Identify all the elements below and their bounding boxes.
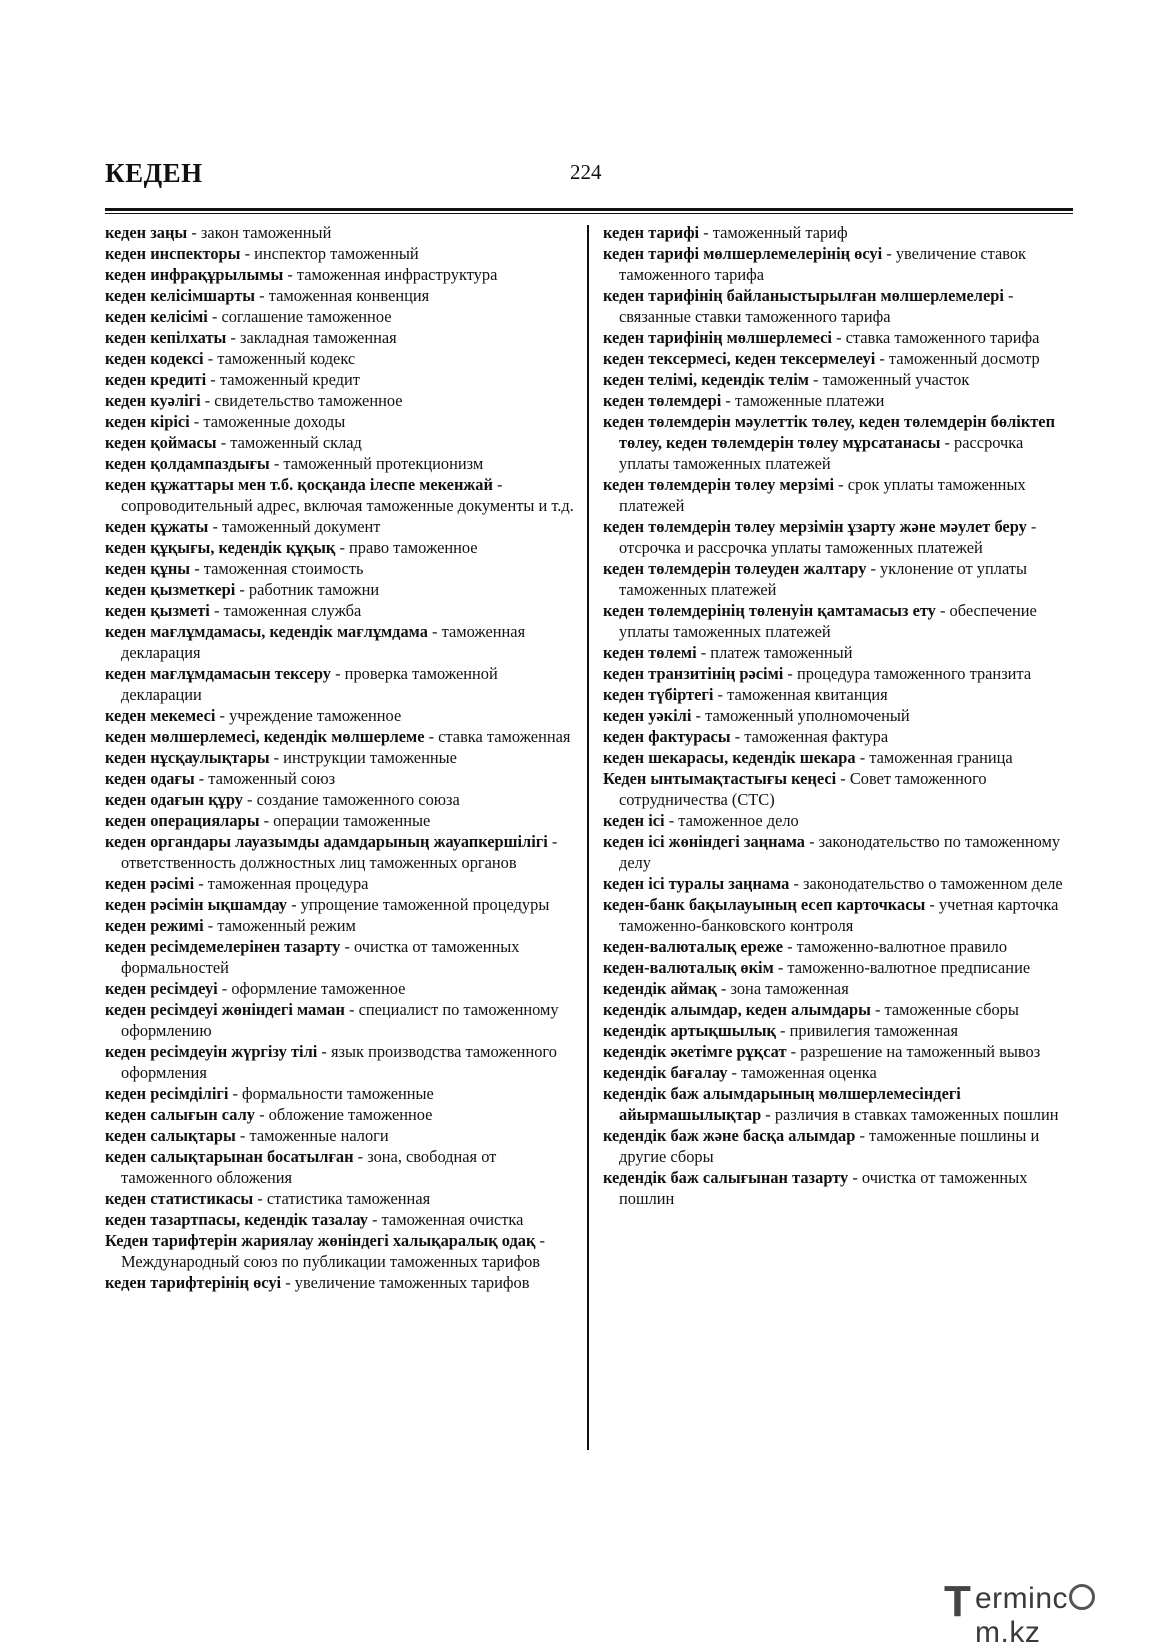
entry-term: кеден ісі жөніндегі заңнама — [603, 832, 805, 851]
entry-definition: - привилегия таможенная — [775, 1021, 958, 1040]
dictionary-entry — [105, 915, 575, 936]
entry-term: кеден транзитінің рәсімі — [603, 664, 784, 683]
entry-definition: - Совет таможенного сотрудничества (СТС) — [619, 769, 987, 809]
dictionary-entry — [603, 411, 1075, 474]
entry-definition: - таможенная фактура — [730, 727, 889, 746]
entry-term: кеден инфрақұрылымы — [105, 265, 284, 284]
dictionary-header-word: КЕДЕН — [105, 158, 203, 188]
entry-definition: - зона таможенная — [716, 979, 849, 998]
entry-term: кеден шекарасы, кедендік шекара — [603, 748, 856, 767]
entry-term: кеден кірісі — [105, 412, 190, 431]
entry-term: кеден органдары лауазымды адамдарының жауапкершілігі — [105, 832, 548, 851]
dictionary-entry — [105, 726, 575, 747]
entry-term: кеден-валюталық ереже — [603, 937, 783, 956]
entry-definition: - ответственность должностных лиц таможенных органов — [121, 832, 558, 872]
dictionary-entry — [105, 516, 575, 537]
dictionary-entry — [105, 558, 575, 579]
dictionary-entry — [105, 810, 575, 831]
entry-term: кеден келісімшарты — [105, 286, 256, 305]
entry-definition: - таможенные доходы — [189, 412, 346, 431]
entry-term: кеден ісі — [603, 811, 665, 830]
dictionary-entry — [603, 873, 1075, 894]
dictionary-entry — [603, 1041, 1075, 1062]
dictionary-entry — [105, 936, 575, 978]
entry-term: кеден тарифінің мөлшерлемесі — [603, 328, 832, 347]
entry-definition: - таможенные пошлины и другие сборы — [619, 1126, 1040, 1166]
dictionary-entry — [603, 957, 1075, 978]
dictionary-entry — [603, 474, 1075, 516]
dictionary-entry — [603, 243, 1075, 285]
dictionary-entry — [105, 747, 575, 768]
entry-term: кеден төлемі — [603, 643, 697, 662]
entry-term: кеден төлемдерінің төленуін қамтамасыз ету — [603, 601, 936, 620]
entry-definition: - соглашение таможенное — [207, 307, 392, 326]
dictionary-entry — [105, 1041, 575, 1083]
dictionary-entry — [603, 390, 1075, 411]
entry-term: кеден құжаты — [105, 517, 209, 536]
dictionary-entry — [105, 873, 575, 894]
entry-term: кедендік бағалау — [603, 1063, 728, 1082]
entry-term: кеден құны — [105, 559, 191, 578]
entry-definition: - таможенная процедура — [194, 874, 369, 893]
entry-definition: - специалист по таможенному оформлению — [121, 1000, 559, 1040]
entry-definition: - язык производства таможенного оформления — [121, 1042, 557, 1082]
dictionary-entry — [603, 1167, 1075, 1209]
dictionary-entry — [105, 789, 575, 810]
dictionary-entry — [105, 600, 575, 621]
entry-definition: - таможенный протекционизм — [269, 454, 484, 473]
entry-definition: - инспектор таможенный — [240, 244, 419, 263]
entry-term: кеден уәкілі — [603, 706, 692, 725]
entry-definition: - отсрочка и рассрочка уплаты таможенных платежей — [619, 517, 1037, 557]
entry-term: кеден құқығы, кедендік құқық — [105, 538, 336, 557]
dictionary-entry — [603, 348, 1075, 369]
entry-definition: - обложение таможенное — [255, 1105, 433, 1124]
entry-term: кеден мағлұмдамасын тексеру — [105, 664, 332, 683]
entry-definition: - статистика таможенная — [253, 1189, 431, 1208]
entry-term: кеден тарифтерінің өсуі — [105, 1273, 282, 1292]
entry-term: кеден-валюталық өкім — [603, 958, 774, 977]
entry-definition: - сопроводительный адрес, включая таможенные документы и т.д. — [121, 475, 574, 515]
dictionary-entry — [603, 726, 1075, 747]
entry-term: кеден одағын құру — [105, 790, 243, 809]
entry-definition: - процедура таможенного транзита — [783, 664, 1032, 683]
entry-term: Кеден тарифтерін жариялау жөніндегі халықаралық одақ — [105, 1231, 536, 1250]
entry-definition: - таможенная конвенция — [255, 286, 430, 305]
entry-term: кеден кредиті — [105, 370, 207, 389]
dictionary-entry — [603, 663, 1075, 684]
dictionary-entry — [105, 894, 575, 915]
dictionary-entry — [105, 537, 575, 558]
entry-definition: - таможенный уполномоченый — [691, 706, 910, 725]
entry-definition: - право таможенное — [335, 538, 478, 557]
entry-term: кедендік әкетімге рұқсат — [603, 1042, 787, 1061]
entry-definition: - рассрочка уплаты таможенных платежей — [619, 433, 1024, 473]
entry-term: кеден операциялары — [105, 811, 260, 830]
entry-definition: - таможенная служба — [209, 601, 362, 620]
entry-term: кеден тарифі — [603, 223, 700, 242]
entry-term: кеден тексермесі, кеден тексермелеуі — [603, 349, 876, 368]
dictionary-entry — [603, 1020, 1075, 1041]
right-column — [603, 222, 1075, 1209]
entry-definition: - связанные ставки таможенного тарифа — [619, 286, 1014, 326]
entry-term: кеден заңы — [105, 223, 188, 242]
dictionary-entry — [603, 768, 1075, 810]
dictionary-entry — [105, 1230, 575, 1272]
entry-definition: - таможенные платежи — [721, 391, 885, 410]
dictionary-entry — [603, 1125, 1075, 1167]
entry-definition: - зона, свободная от таможенного обложения — [121, 1147, 497, 1187]
entry-term: кеден төлемдерін мәулеттік төлеу, кеден төлемдерін бөліктеп төлеу, кеден төлемдерін төлеу мұрсатанасы — [603, 412, 1056, 452]
dictionary-entry — [603, 894, 1075, 936]
entry-term: кеден одағы — [105, 769, 195, 788]
dictionary-entry — [603, 999, 1075, 1020]
entry-definition: - таможенная оценка — [727, 1063, 877, 1082]
entry-definition: - таможенный досмотр — [875, 349, 1040, 368]
entry-term: кеден инспекторы — [105, 244, 241, 263]
header-rule-thin — [105, 213, 1073, 214]
dictionary-entry — [603, 222, 1075, 243]
entry-definition: - оформление таможенное — [217, 979, 406, 998]
dictionary-entry — [603, 327, 1075, 348]
entry-term: кеден төлемдерін төлеу мерзімі — [603, 475, 835, 494]
dictionary-entry — [603, 642, 1075, 663]
dictionary-entry — [105, 306, 575, 327]
entry-definition: - таможенные сборы — [870, 1000, 1019, 1019]
entry-definition: - таможенное дело — [664, 811, 799, 830]
entry-term: кеден фактурасы — [603, 727, 731, 746]
column-divider — [587, 225, 589, 1450]
entry-definition: - законодательство по таможенному делу — [619, 832, 1061, 872]
page-number: 224 — [570, 160, 602, 184]
watermark-text — [975, 1582, 1158, 1650]
dictionary-entry — [105, 348, 575, 369]
dictionary-entry — [105, 285, 575, 306]
entry-definition: - таможенная граница — [855, 748, 1013, 767]
dictionary-entry — [603, 810, 1075, 831]
entry-term: Кеден ынтымақтастығы кеңесі — [603, 769, 837, 788]
dictionary-entry — [105, 579, 575, 600]
entry-term: кеден салықтарынан босатылған — [105, 1147, 354, 1166]
entry-definition: - таможенный тариф — [699, 223, 848, 242]
entry-definition: - таможенные налоги — [235, 1126, 389, 1145]
dictionary-entry — [105, 411, 575, 432]
dictionary-entry — [105, 327, 575, 348]
entry-term: кеден телімі, кедендік телім — [603, 370, 809, 389]
entry-definition: - различия в ставках таможенных пошлин — [761, 1105, 1059, 1124]
entry-term: кеден мағлұмдамасы, кедендік мағлұмдама — [105, 622, 428, 641]
entry-term: кедендік артықшылық — [603, 1021, 776, 1040]
entry-term: кеден куәлігі — [105, 391, 201, 410]
entry-term: кеден тарифінің байланыстырылған мөлшерлемелері — [603, 286, 1004, 305]
entry-term: кеден рәсімі — [105, 874, 195, 893]
dictionary-entry — [603, 558, 1075, 600]
entry-term: кеден салықтары — [105, 1126, 236, 1145]
entry-definition: - закон таможенный — [187, 223, 332, 242]
dictionary-entry — [603, 936, 1075, 957]
dictionary-entry — [603, 684, 1075, 705]
dictionary-entry — [105, 1104, 575, 1125]
header-rule-thick — [105, 208, 1073, 211]
dictionary-entry — [105, 1125, 575, 1146]
dictionary-entry — [105, 705, 575, 726]
entry-definition: - очистка от таможенных формальностей — [121, 937, 520, 977]
entry-definition: - таможенный союз — [194, 769, 336, 788]
dictionary-entry — [603, 1083, 1075, 1125]
entry-term: кедендік аймақ — [603, 979, 717, 998]
entry-term: кедендік баж салығынан тазарту — [603, 1168, 849, 1187]
entry-definition: - учреждение таможенное — [215, 706, 402, 725]
entry-term: кеден төлемдерін төлеу мерзімін ұзарту және мәулет беру — [603, 517, 1027, 536]
entry-definition: - увеличение ставок таможенного тарифа — [619, 244, 1027, 284]
entry-term: кеден мекемесі — [105, 706, 216, 725]
entry-definition: - таможенная декларация — [121, 622, 526, 662]
entry-definition: - ставка таможенного тарифа — [831, 328, 1040, 347]
dictionary-entry — [603, 1062, 1075, 1083]
entry-definition: - Международный союз по публикации таможенных тарифов — [121, 1231, 546, 1271]
left-column — [105, 222, 575, 1293]
entry-term: кеден ресімдеуі — [105, 979, 218, 998]
entry-term: кеден тарифі мөлшерлемелерінің өсуі — [603, 244, 883, 263]
watermark-initial: T — [944, 1577, 971, 1626]
entry-term: кеден нұсқаулықтары — [105, 748, 270, 767]
entry-definition: - таможенно-валютное правило — [783, 937, 1008, 956]
entry-term: кеден тазартпасы, кедендік тазалау — [105, 1210, 368, 1229]
entry-definition: - таможенный кодекс — [203, 349, 356, 368]
dictionary-entry — [105, 978, 575, 999]
entry-term: кеден қызметкері — [105, 580, 236, 599]
entry-term: кеден кодексі — [105, 349, 204, 368]
dictionary-entry — [603, 747, 1075, 768]
dictionary-entry — [105, 474, 575, 516]
dictionary-entry — [105, 768, 575, 789]
entry-definition: - инструкции таможенные — [269, 748, 457, 767]
dictionary-entry — [105, 264, 575, 285]
entry-definition: - увеличение таможенных тарифов — [281, 1273, 530, 1292]
entry-definition: - таможенная очистка — [367, 1210, 524, 1229]
dictionary-entry — [105, 1146, 575, 1188]
entry-definition: - платеж таможенный — [696, 643, 853, 662]
dictionary-entry — [603, 978, 1075, 999]
entry-term: кеден қоймасы — [105, 433, 217, 452]
dictionary-entry — [105, 621, 575, 663]
entry-definition: - проверка таможенной декларации — [121, 664, 498, 704]
dictionary-entry — [603, 705, 1075, 726]
entry-term: кеден төлемдері — [603, 391, 722, 410]
entry-term: кеден статистикасы — [105, 1189, 254, 1208]
entry-definition: - закладная таможенная — [226, 328, 397, 347]
entry-term: кеден кепілхаты — [105, 328, 227, 347]
dictionary-entry — [105, 1272, 575, 1293]
dictionary-entry — [603, 516, 1075, 558]
dictionary-entry — [105, 222, 575, 243]
dictionary-entry — [603, 285, 1075, 327]
entry-term: кедендік баж және басқа алымдар — [603, 1126, 856, 1145]
dictionary-entry — [105, 1209, 575, 1230]
dictionary-entry — [603, 600, 1075, 642]
dictionary-entry — [105, 831, 575, 873]
entry-definition: - таможенный документ — [208, 517, 381, 536]
entry-term: кеден ісі туралы заңнама — [603, 874, 790, 893]
entry-definition: - учетная карточка таможенно-банковского контроля — [619, 895, 1059, 935]
entry-term: кеден түбіртегі — [603, 685, 714, 704]
entry-term: кедендік баж алымдарының мөлшерлемесіндегі айырмашылықтар — [603, 1084, 961, 1124]
entry-term: кеден қызметі — [105, 601, 210, 620]
dictionary-entry — [105, 390, 575, 411]
entry-term: кеден ресімдемелерінен тазарту — [105, 937, 341, 956]
watermark-rest: erminc — [975, 1582, 1069, 1615]
magnifier-icon — [1069, 1584, 1095, 1610]
entry-definition: - таможенный участок — [808, 370, 970, 389]
entry-definition: - таможенная квитанция — [713, 685, 888, 704]
entry-term: кедендік алымдар, кеден алымдары — [603, 1000, 871, 1019]
entry-term: кеден рәсімін ықшамдау — [105, 895, 287, 914]
entry-definition: - очистка от таможенных пошлин — [619, 1168, 1028, 1208]
dictionary-entry — [105, 453, 575, 474]
dictionary-entry — [105, 1188, 575, 1209]
dictionary-entry — [603, 369, 1075, 390]
entry-definition: - таможенный склад — [216, 433, 362, 452]
entry-definition: - таможенная инфраструктура — [283, 265, 498, 284]
entry-definition: - разрешение на таможенный вывоз — [786, 1042, 1041, 1061]
entry-term: кеден қолдампаздығы — [105, 454, 270, 473]
entry-term: кеден құжаттары мен т.б. қосқанда ілеспе мекенжай — [105, 475, 493, 494]
dictionary-entry — [105, 432, 575, 453]
entry-term: кеден мөлшерлемесі, кедендік мөлшерлеме — [105, 727, 425, 746]
entry-definition: - таможенный режим — [203, 916, 356, 935]
entry-definition: - формальности таможенные — [228, 1084, 434, 1103]
entry-definition: - законодательство о таможенном деле — [789, 874, 1063, 893]
entry-definition: - уклонение от уплаты таможенных платежей — [619, 559, 1027, 599]
entry-definition: - обеспечение уплаты таможенных платежей — [619, 601, 1037, 641]
entry-term: кеден келісімі — [105, 307, 208, 326]
entry-definition: - создание таможенного союза — [242, 790, 460, 809]
entry-definition: - таможенная стоимость — [190, 559, 364, 578]
dictionary-entry — [105, 1083, 575, 1104]
entry-definition: - таможенно-валютное предписание — [773, 958, 1031, 977]
entry-definition: - упрощение таможенной процедуры — [286, 895, 550, 914]
dictionary-entry — [105, 999, 575, 1041]
entry-definition: - операции таможенные — [259, 811, 431, 830]
entry-term: кеден режимі — [105, 916, 204, 935]
entry-term: кеден салығын салу — [105, 1105, 255, 1124]
entry-definition: - таможенный кредит — [206, 370, 360, 389]
entry-definition: - ставка таможенная — [424, 727, 571, 746]
entry-definition: - работник таможни — [235, 580, 380, 599]
entry-term: кеден ресімділігі — [105, 1084, 229, 1103]
dictionary-entry — [603, 831, 1075, 873]
dictionary-entry — [105, 663, 575, 705]
entry-term: кеден ресімдеуін жүргізу тілі — [105, 1042, 318, 1061]
entry-term: кеден төлемдерін төлеуден жалтару — [603, 559, 867, 578]
entry-definition: - свидетельство таможенное — [200, 391, 403, 410]
entry-definition: - срок уплаты таможенных платежей — [619, 475, 1026, 515]
dictionary-entry — [105, 369, 575, 390]
dictionary-entry — [105, 243, 575, 264]
entry-term: кеден-банк бақылауының есеп карточкасы — [603, 895, 926, 914]
watermark-suffix: m.kz — [975, 1616, 1041, 1649]
entry-term: кеден ресімдеуі жөніндегі маман — [105, 1000, 345, 1019]
